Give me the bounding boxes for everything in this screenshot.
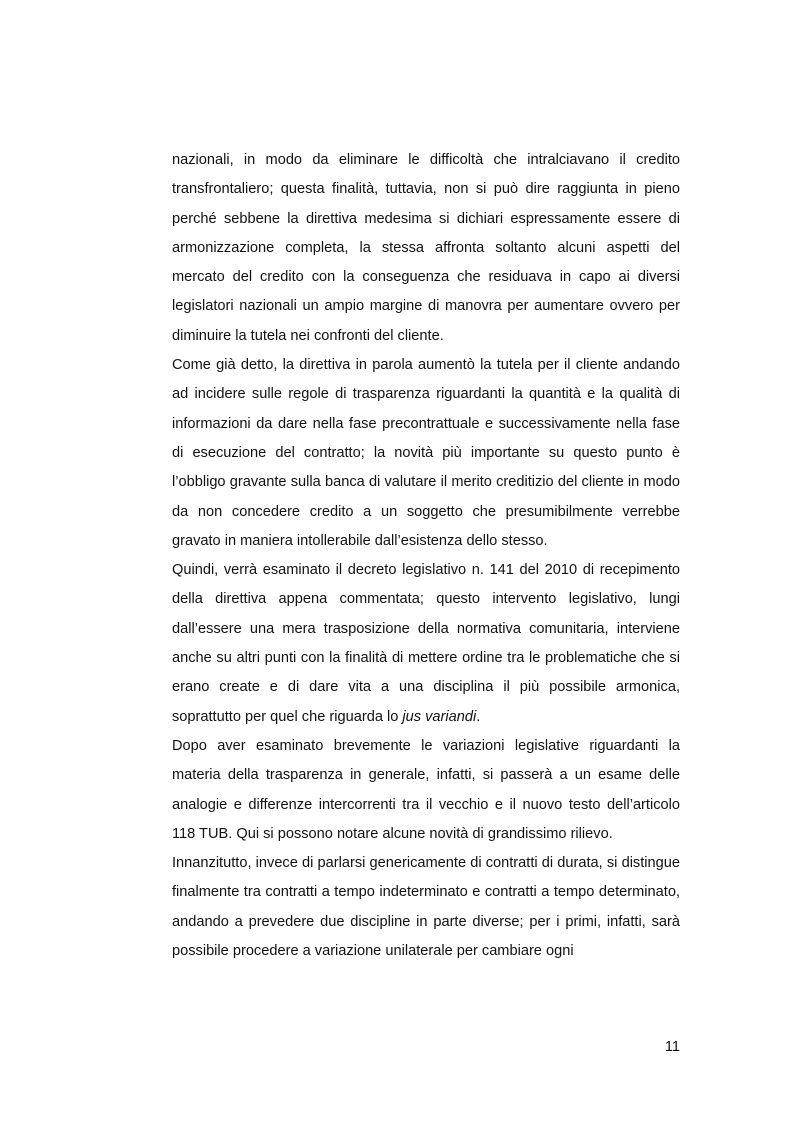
paragraph-1 — [172, 146, 680, 351]
paragraph-3-italic-term: jus variandi — [402, 708, 477, 725]
paragraph-4 — [172, 732, 680, 849]
page-number: 11 — [664, 1039, 680, 1055]
paragraph-2 — [172, 351, 680, 556]
paragraph-3 — [172, 556, 680, 732]
paragraph-4-text: Dopo aver esaminato brevemente le variazioni legislative riguardanti la materia della trasparenza in generale, infatti, si passerà a un esame delle analogie e differenze intercorrenti tra il vecchio e il nuovo testo dell’articolo 118 TUB. Qui si possono notare alcune novità di grandissimo rilievo. — [172, 737, 680, 842]
paragraph-5 — [172, 849, 680, 966]
body-text — [172, 146, 680, 966]
paragraph-5-text: Innanzitutto, invece di parlarsi genericamente di contratti di durata, si distingue finalmente tra contratti a tempo indeterminato e contratti a tempo determinato, andando a prevedere due discipline in parte diverse; per i primi, infatti, sarà possibile procedere a variazione unilaterale per cambiare ogni — [172, 855, 680, 960]
paragraph-3-ending: . — [476, 708, 481, 725]
paragraph-1-text: nazionali, in modo da eliminare le difficoltà che intralciavano il credito transfrontaliero; questa finalità, tuttavia, non si può dire raggiunta in pieno perché sebbene la direttiva medesima si dichiari espressamente essere di armonizzazione completa, la stessa affronta soltanto alcuni aspetti del mercato del credito con la conseguenza che residuava in capo ai diversi legislatori nazionali un ampio margine di manovra per aumentare ovvero per diminuire la tutela nei confronti del cliente. — [172, 152, 680, 344]
paragraph-3-text: Quindi, verrà esaminato il decreto legislativo n. 141 del 2010 di recepimento della direttiva appena commentata; questo intervento legislativo, lungi dall’essere una mera trasposizione della normativa comunitaria, interviene anche su altri punti con la finalità di mettere ordine tra le problematiche che si erano create e di dare vita a una disciplina il più possibile armonica, soprattutto per quel che riguarda lo — [172, 562, 680, 725]
paragraph-2-text: Come già detto, la direttiva in parola aumentò la tutela per il cliente andando ad incidere sulle regole di trasparenza riguardanti la quantità e la qualità di informazioni da dare nella fase precontrattuale e successivamente nella fase di esecuzione del contratto; la novità più importante su questo punto è l’obbligo gravante sulla banca di valutare il merito creditizio del cliente in modo da non concedere credito a un soggetto che presumibilmente verrebbe gravato in maniera intollerabile dall’esistenza dello stesso. — [172, 357, 680, 549]
